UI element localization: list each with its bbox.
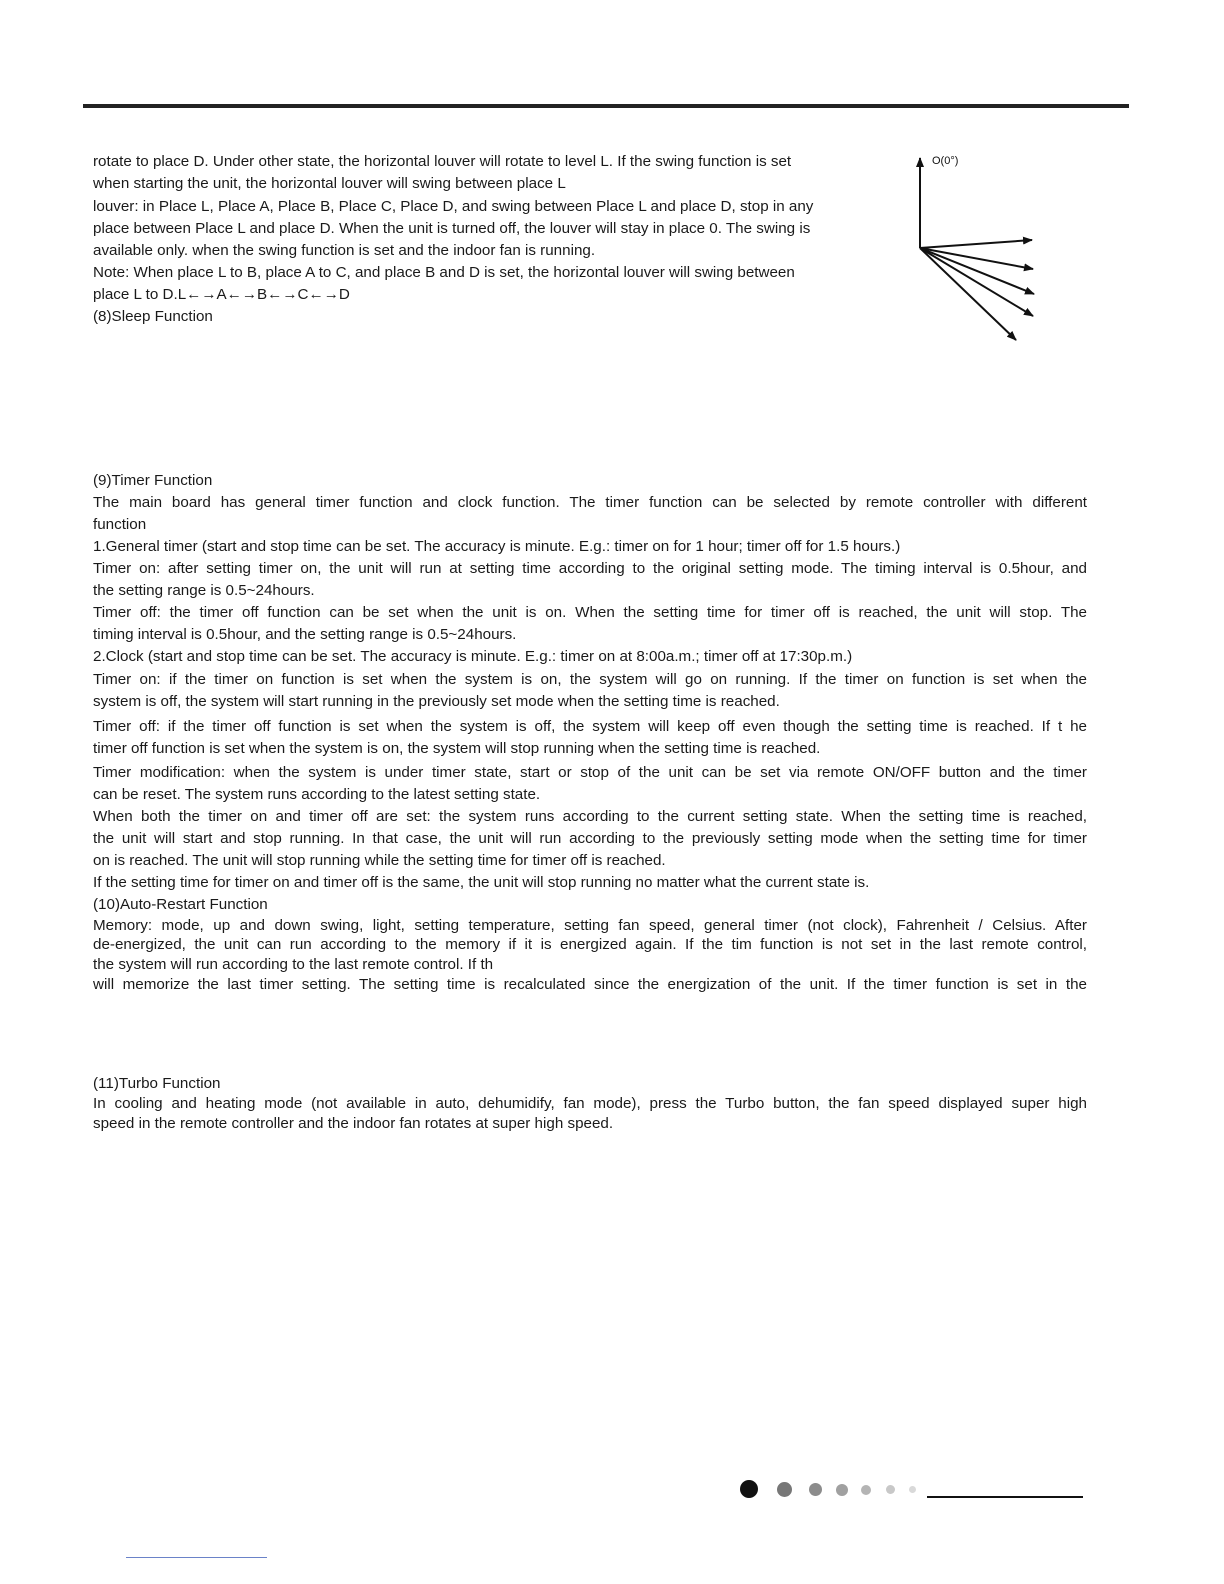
text-line: de-energized, the unit can run according to the memory if it is energized again. If the tim function is not set in the last remote control,	[93, 936, 1087, 953]
text-line: Timer on: after setting timer on, the unit will run at setting time according to the original setting mode. The timing interval is 0.5hour, and	[93, 560, 1087, 577]
text-line: the setting range is 0.5~24hours.	[93, 582, 315, 599]
text-line: Timer off: the timer off function can be set when the unit is on. When the setting time for timer off is reached, the unit will stop. The	[93, 604, 1087, 621]
page-indicator-dots	[735, 1478, 935, 1500]
dot-icon	[740, 1480, 758, 1498]
dot-icon	[909, 1486, 916, 1493]
text-line: rotate to place D. Under other state, the horizontal louver will rotate to level L. If the swing function is set	[93, 153, 792, 170]
text-line: can be reset. The system runs according to the latest setting state.	[93, 786, 541, 803]
louver-arrow-d	[920, 248, 1016, 340]
text-line: speed in the remote controller and the indoor fan rotates at super high speed.	[93, 1115, 614, 1132]
louver-arrow-l	[920, 240, 1032, 248]
louver-angle-diagram	[905, 148, 1055, 348]
text-line: 2.Clock (start and stop time can be set. The accuracy is minute. E.g.: timer on at 8:00a.m.; timer off at 17:30p.m.)	[93, 648, 853, 665]
text-line: Note: When place L to B, place A to C, and place B and D is set, the horizontal louver will swing between	[93, 264, 795, 281]
text-line: Memory: mode, up and down swing, light, setting temperature, setting fan speed, general timer (not clock), Fahrenheit / Celsius. After	[93, 917, 1087, 934]
text-line: place between Place L and place D. When the unit is turned off, the louver will stay in place 0. The swing is	[93, 220, 811, 237]
header-rule	[83, 104, 1129, 108]
text-line: Timer off: if the timer off function is set when the system is off, the system will keep off even though the setting time is reached. If t he	[93, 718, 1087, 735]
section-heading-turbo: (11)Turbo Function	[93, 1075, 221, 1092]
dot-icon	[809, 1483, 822, 1496]
dot-icon	[861, 1485, 871, 1495]
dot-icon	[777, 1482, 792, 1497]
text-line: 1.General timer (start and stop time can be set. The accuracy is minute. E.g.: timer on for 1 hour; timer off for 1.5 hours.)	[93, 538, 901, 555]
text-line: In cooling and heating mode (not available in auto, dehumidify, fan mode), press the Turbo button, the fan speed displayed super high	[93, 1095, 1087, 1112]
text-line: when starting the unit, the horizontal louver will swing between place L	[93, 175, 566, 192]
text-line: function	[93, 516, 147, 533]
text-line: louver: in Place L, Place A, Place B, Place C, Place D, and swing between Place L and place D, stop in any	[93, 198, 814, 215]
footer-underline	[126, 1557, 267, 1558]
dot-icon	[836, 1484, 848, 1496]
text-line: Timer modification: when the system is under timer state, start or stop of the unit can be set via remote ON/OFF button and the timer	[93, 764, 1087, 781]
text-line: The main board has general timer function and clock function. The timer function can be selected by remote controller with different	[93, 494, 1087, 511]
text-line: When both the timer on and timer off are set: the system runs according to the current setting state. When the setting time is reached,	[93, 808, 1087, 825]
text-line: place L to D.L←→A←→B←→C←→D	[93, 286, 350, 303]
text-line: on is reached. The unit will stop running while the setting time for timer off is reached.	[93, 852, 666, 869]
section-heading-timer: (9)Timer Function	[93, 472, 213, 489]
text-line: If the setting time for timer on and timer off is the same, the unit will stop running no matter what the current state is.	[93, 874, 870, 891]
page-number-rule	[927, 1496, 1083, 1498]
text-line: timer off function is set when the system is on, the system will stop running when the setting time is reached.	[93, 740, 821, 757]
text-line: timing interval is 0.5hour, and the setting range is 0.5~24hours.	[93, 626, 517, 643]
text-line: Timer on: if the timer on function is set when the system is on, the system will go on running. If the timer on function is set when the	[93, 671, 1087, 688]
section-heading-sleep: (8)Sleep Function	[93, 308, 213, 325]
text-line: available only. when the swing function is set and the indoor fan is running.	[93, 242, 596, 259]
text-line: the unit will start and stop running. In that case, the unit will run according to the previously setting mode when the setting time for timer	[93, 830, 1087, 847]
dot-icon	[886, 1485, 895, 1494]
section-heading-auto-restart: (10)Auto-Restart Function	[93, 896, 268, 913]
angle-zero-label: O(0°)	[932, 155, 959, 167]
text-line: the system will run according to the last remote control. If th	[93, 956, 494, 973]
louver-arrow-b	[920, 248, 1034, 294]
text-line: system is off, the system will start running in the previously set mode when the setting time is reached.	[93, 693, 780, 710]
text-line: will memorize the last timer setting. The setting time is recalculated since the energization of the unit. If the timer function is set in the	[93, 976, 1087, 993]
